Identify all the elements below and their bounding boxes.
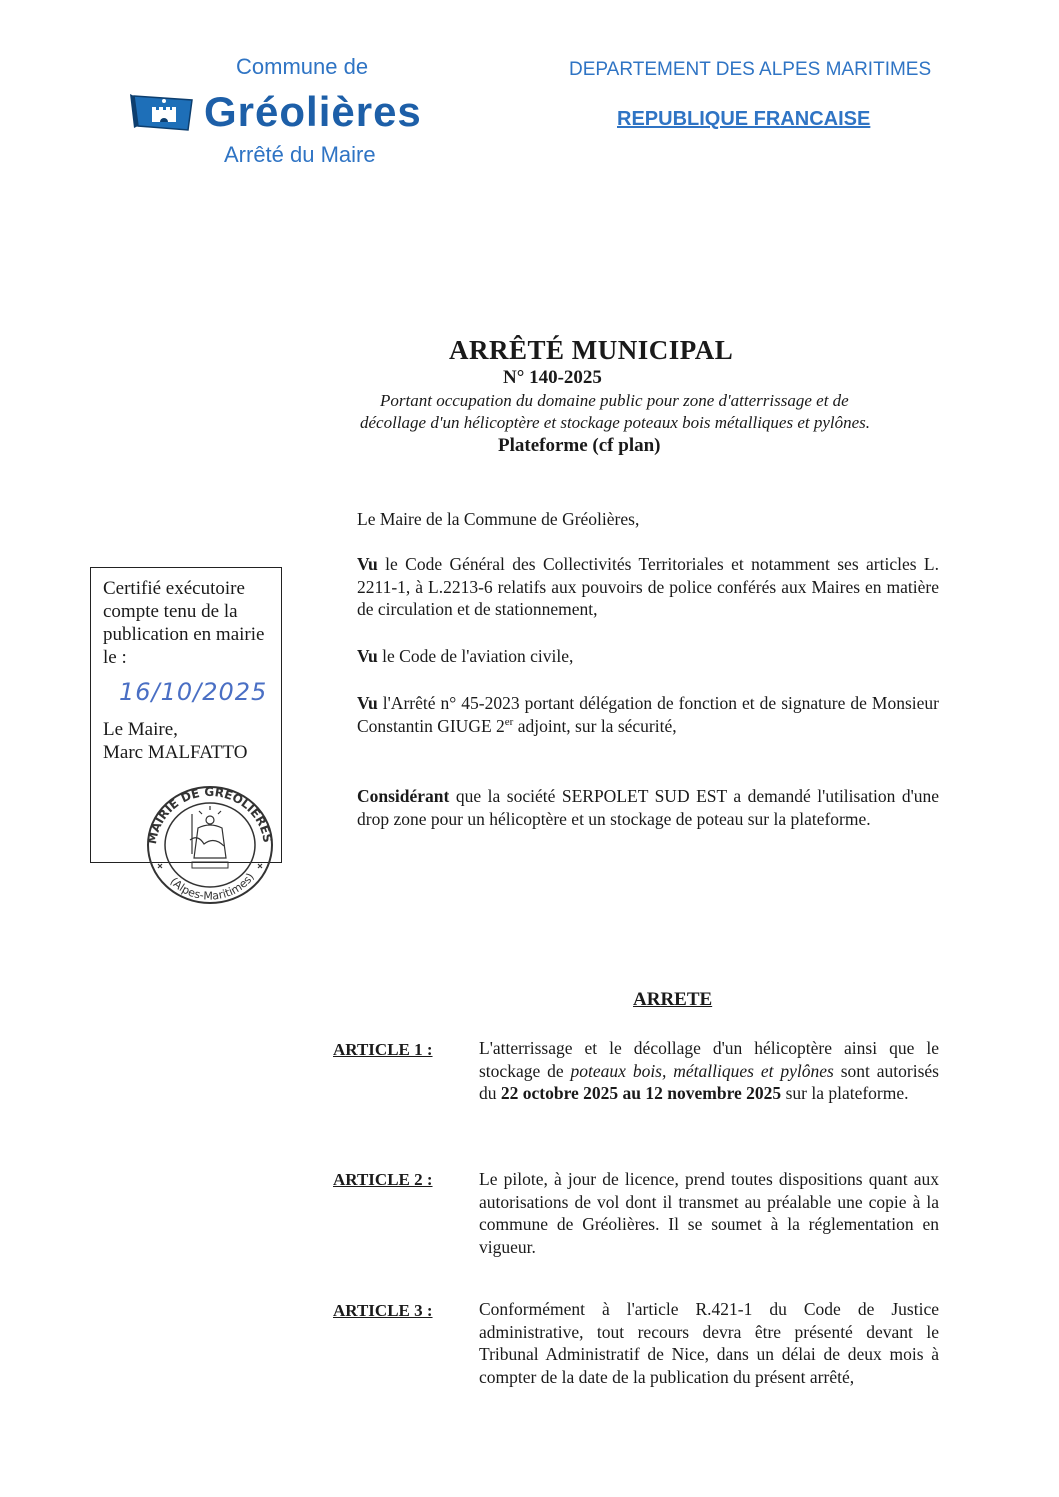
document-title: ARRÊTÉ MUNICIPAL [449,335,734,365]
subtitle-line-2: décollage d'un hélicoptère et stockage poteaux bois métalliques et pylônes. [360,413,871,432]
republique-label: REPUBLIQUE FRANCAISE [617,108,871,130]
vu-keyword: Vu [357,693,378,713]
mairie-stamp [140,778,280,913]
article-1-dates: 22 octobre 2025 au 12 novembre 2025 [500,1083,782,1103]
certification-text: Certifié exécutoire compte tenu de la publication en mairie le : [103,578,265,668]
vu-keyword: Vu [357,646,378,666]
svg-text:MAIRIE DE GREOLIERES: MAIRIE DE GREOLIERES [144,784,275,846]
considerant-text: que la société SERPOLET SUD EST a demandé l'utilisation d'une drop zone pour un hélicoptère et un stockage de poteau sur la plateforme. [357,786,939,829]
arrete-heading: ARRETE [633,989,713,1010]
commune-name: Gréolières [204,88,422,135]
commune-de-label: Commune de [236,54,369,79]
considerant-keyword: Considérant [357,786,450,806]
article-1-part-b: sont autorisés du [479,1060,939,1103]
departement-label: DEPARTEMENT DES ALPES MARITIMES [569,59,932,80]
vu-delegation-text-a: l'Arrêté n° 45-2023 portant délégation de fonction et de signature de Monsieur Constantin GIUGE 2 [357,693,939,736]
title-block [340,334,960,458]
article-3-label: ARTICLE 3 : [333,1301,433,1320]
article-1-text [479,1037,939,1105]
arrete-number: N° 140-2025 [503,367,602,388]
signer-name: Marc MALFATTO [103,742,248,763]
preamble-considerant [357,785,939,830]
vu-aviation-text: le Code de l'aviation civile, [377,646,574,666]
article-1-part-a: L'atterrissage et le décollage d'un hélicoptère ainsi que le stockage de [479,1038,939,1081]
vu-cgct-text: le Code Général des Collectivités Territoriales et notamment ses articles L. 2211-1, à L.2213-6 relatifs aux pouvoirs de police conférés aux Maires en matière de circulation et de stationnement, [357,554,939,619]
commune-logo [128,88,422,136]
vu-keyword: Vu [357,554,378,574]
article-2-label: ARTICLE 2 : [333,1170,433,1189]
publication-date-handwritten: 16/10/2025 [119,678,268,706]
signer-title: Le Maire, [103,719,178,740]
preamble-maire: Le Maire de la Commune de Gréolières, [357,509,640,529]
svg-text:(Alpes-Maritimes): (Alpes-Maritimes) [167,870,257,903]
document-subtitle [360,390,960,434]
ordinal-suffix: er [504,715,514,728]
article-2-text: Le pilote, à jour de licence, prend toutes dispositions quant aux autorisations de vol dont il transmet au préalable une copie à la commune de Gréolières. Il se soumet à la réglementation en vigueur. [479,1169,939,1257]
article-1-italic: poteaux bois, métalliques et pylônes [570,1060,834,1081]
article-1-part-c: sur la plateforme. [781,1083,909,1103]
certification-signer [103,718,247,764]
preamble-vu-delegation [357,692,939,737]
article-1-label: ARTICLE 1 : [333,1040,433,1059]
subtitle-line-1: Portant occupation du domaine public pour zone d'atterrissage et de [380,391,849,410]
article-3-text: Conformément à l'article R.421-1 du Code de Justice administrative, tout recours devra être présenté devant le Tribunal Administratif de Nice, dans un délai de deux mois à compter de la date de la publication du présent arrêté, [479,1299,939,1387]
preamble-vu-cgct [357,553,939,621]
arrete-du-maire-label: Arrêté du Maire [224,142,376,167]
vu-delegation-text-b: adjoint, sur la sécurité, [513,715,677,736]
platform-label: Plateforme (cf plan) [498,435,661,456]
preamble-vu-aviation [357,645,939,668]
coat-of-arms-icon [128,90,200,134]
